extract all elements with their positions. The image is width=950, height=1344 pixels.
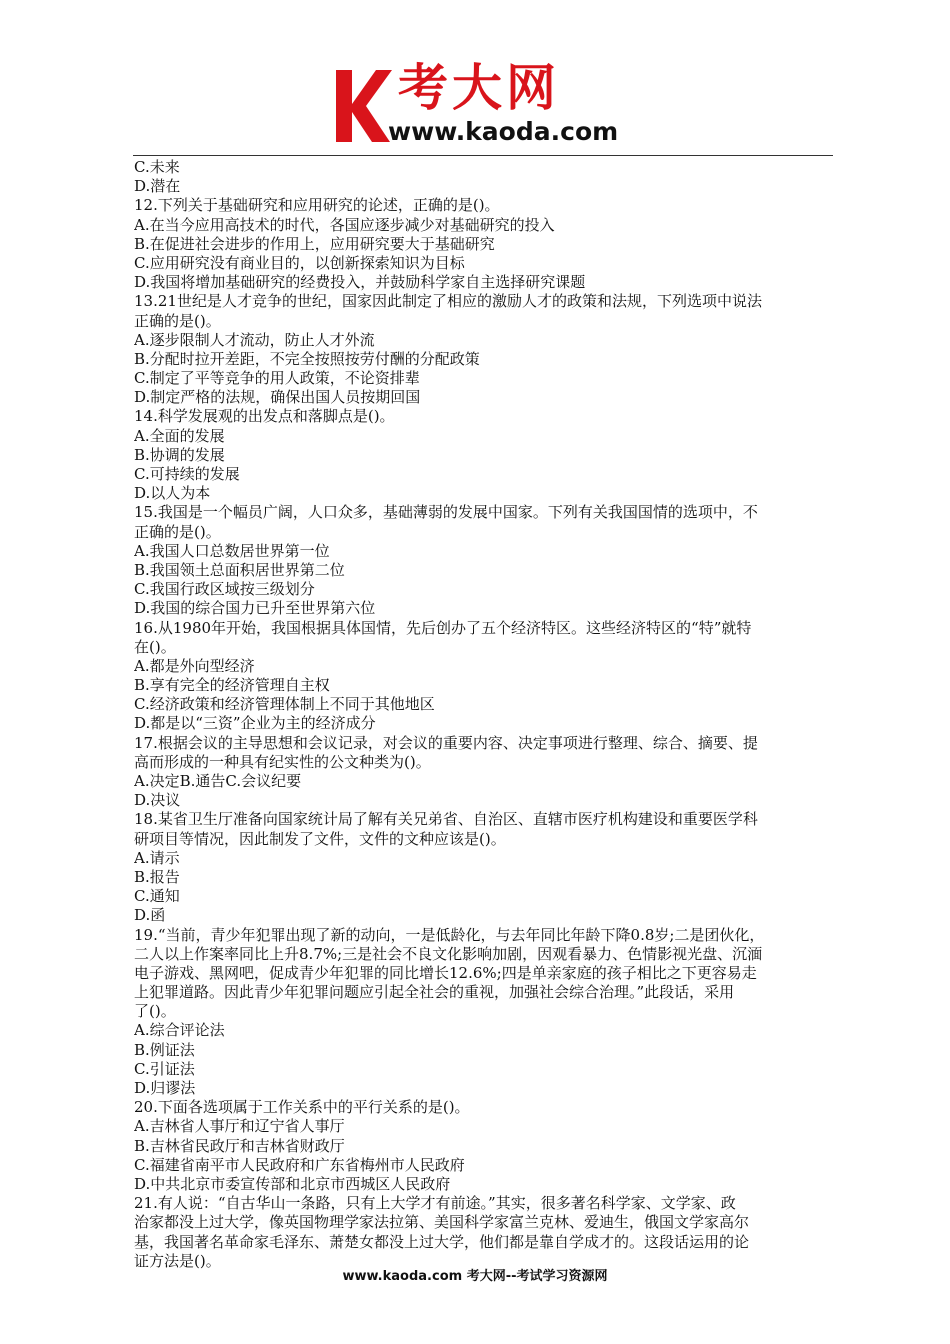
text-line: C.制定了平等竞争的用人政策，不论资排辈: [134, 369, 420, 388]
text-line: 基，我国著名革命家毛泽东、萧楚女都没上过大学，他们都是靠自学成才的。这段话运用的论: [134, 1232, 750, 1251]
text-line: 在()。: [134, 637, 176, 656]
k-logo-icon: [330, 66, 394, 146]
text-line: A.综合评论法: [134, 1021, 225, 1040]
text-line: C.应用研究没有商业目的，以创新探索知识为目标: [134, 253, 465, 272]
text-line: C.通知: [134, 887, 180, 906]
text-line: D.制定严格的法规，确保出国人员按期回国: [134, 388, 421, 407]
page-header: [0, 0, 950, 160]
text-line: A.我国人口总数居世界第一位: [134, 541, 330, 560]
page-footer: www.kaoda.com 考大网--考试学习资源网: [342, 1269, 608, 1284]
text-line: A.逐步限制人才流动，防止人才外流: [134, 330, 375, 349]
text-line: B.在促进社会进步的作用上，应用研究要大于基础研究: [134, 234, 495, 253]
text-line: C.引证法: [134, 1059, 195, 1078]
text-line: D.中共北京市委宣传部和北京市西城区人民政府: [134, 1174, 451, 1193]
text-line: 13.21世纪是人才竞争的世纪，国家因此制定了相应的激励人才的政策和法规，下列选项中说法: [134, 292, 762, 311]
text-line: A.全面的发展: [134, 426, 225, 445]
text-line: 16.从1980年开始，我国根据具体国情，先后创办了五个经济特区。这些经济特区的“特”就特: [134, 618, 752, 637]
text-line: D.潜在: [134, 177, 181, 196]
text-line: B.吉林省民政厅和吉林省财政厅: [134, 1136, 345, 1155]
text-line: 上犯罪道路。因此青少年犯罪问题应引起全社会的重视，加强社会综合治理。”此段话，采用: [134, 983, 735, 1002]
text-line: A.都是外向型经济: [134, 656, 255, 675]
text-line: 高而形成的一种具有纪实性的公文种类为()。: [134, 752, 431, 771]
text-line: 21.有人说：“自古华山一条路，只有上大学才有前途。”其实，很多著名科学家、文学家、政: [134, 1194, 736, 1213]
text-line: C.可持续的发展: [134, 465, 240, 483]
text-line: D.以人为本: [134, 484, 211, 503]
document-body: [134, 158, 834, 1271]
text-line: D.我国的综合国力已升至世界第六位: [134, 599, 376, 618]
text-line: B.我国领土总面积居世界第二位: [134, 560, 345, 579]
text-line: A.请示: [134, 848, 180, 867]
text-line: 20.下面各选项属于工作关系中的平行关系的是()。: [134, 1098, 470, 1117]
text-line: D.都是以“三资”企业为主的经济成分: [134, 714, 376, 733]
text-line: 了()。: [134, 1002, 176, 1021]
text-line: 18.某省卫生厅准备向国家统计局了解有关兄弟省、自治区、直辖市医疗机构建设和重要医学科: [134, 810, 758, 829]
text-line: 14.科学发展观的出发点和落脚点是()。: [134, 407, 395, 426]
text-line: A.吉林省人事厅和辽宁省人事厅: [134, 1117, 345, 1136]
text-line: B.协调的发展: [134, 445, 225, 464]
text-line: 治家都没上过大学，像英国物理学家法拉第、美国科学家富兰克林、爱迪生，俄国文学家高尔: [134, 1213, 750, 1232]
text-line: C.未来: [134, 158, 180, 176]
text-line: 研项目等情况，因此制发了文件，文件的文种应该是()。: [134, 829, 506, 848]
text-line: C.经济政策和经济管理体制上不同于其他地区: [134, 695, 435, 714]
text-line: A.决定B.通告C.会议纪要: [134, 772, 302, 790]
text-line: B.享有完全的经济管理自主权: [134, 676, 330, 695]
logo-url: www.kaoda.com: [388, 117, 619, 146]
header-divider: [133, 155, 833, 156]
text-line: A.在当今应用高技术的时代，各国应逐步减少对基础研究的投入: [134, 215, 555, 234]
text-line: 证方法是()。: [134, 1251, 221, 1270]
text-line: C.福建省南平市人民政府和广东省梅州市人民政府: [134, 1155, 465, 1174]
text-line: 电子游戏、黑网吧，促成青少年犯罪的同比增长12.6%;四是单亲家庭的孩子相比之下更容易走: [134, 963, 757, 982]
text-line: D.我国将增加基础研究的经费投入，并鼓励科学家自主选择研究课题: [134, 273, 586, 292]
text-line: 正确的是()。: [134, 311, 221, 330]
kaoda-logo: [330, 60, 650, 150]
text-line: 17.根据会议的主导思想和会议记录，对会议的重要内容、决定事项进行整理、综合、摘要、提: [134, 733, 758, 752]
text-line: 正确的是()。: [134, 522, 221, 541]
logo-chinese-name: 考大网: [398, 59, 560, 117]
text-line: B.例证法: [134, 1040, 195, 1059]
text-line: 15.我国是一个幅员广阔，人口众多，基础薄弱的发展中国家。下列有关我国国情的选项中，不: [134, 503, 758, 522]
text-line: B.分配时拉开差距，不完全按照按劳付酬的分配政策: [134, 349, 480, 368]
text-line: D.归谬法: [134, 1079, 196, 1097]
text-line: C.我国行政区域按三级划分: [134, 580, 315, 599]
text-line: D.决议: [134, 791, 181, 810]
text-line: 二人以上作案率同比上升8.7%;三是社会不良文化影响加剧，因观看暴力、色情影视光盘、沉湎: [134, 944, 763, 963]
text-line: D.函: [134, 906, 166, 925]
text-line: B.报告: [134, 867, 180, 886]
text-line: 19.“当前，青少年犯罪出现了新的动向，一是低龄化，与去年同比年龄下降0.8岁;二是团伙化，: [134, 925, 765, 944]
text-line: 12.下列关于基础研究和应用研究的论述，正确的是()。: [134, 196, 500, 215]
